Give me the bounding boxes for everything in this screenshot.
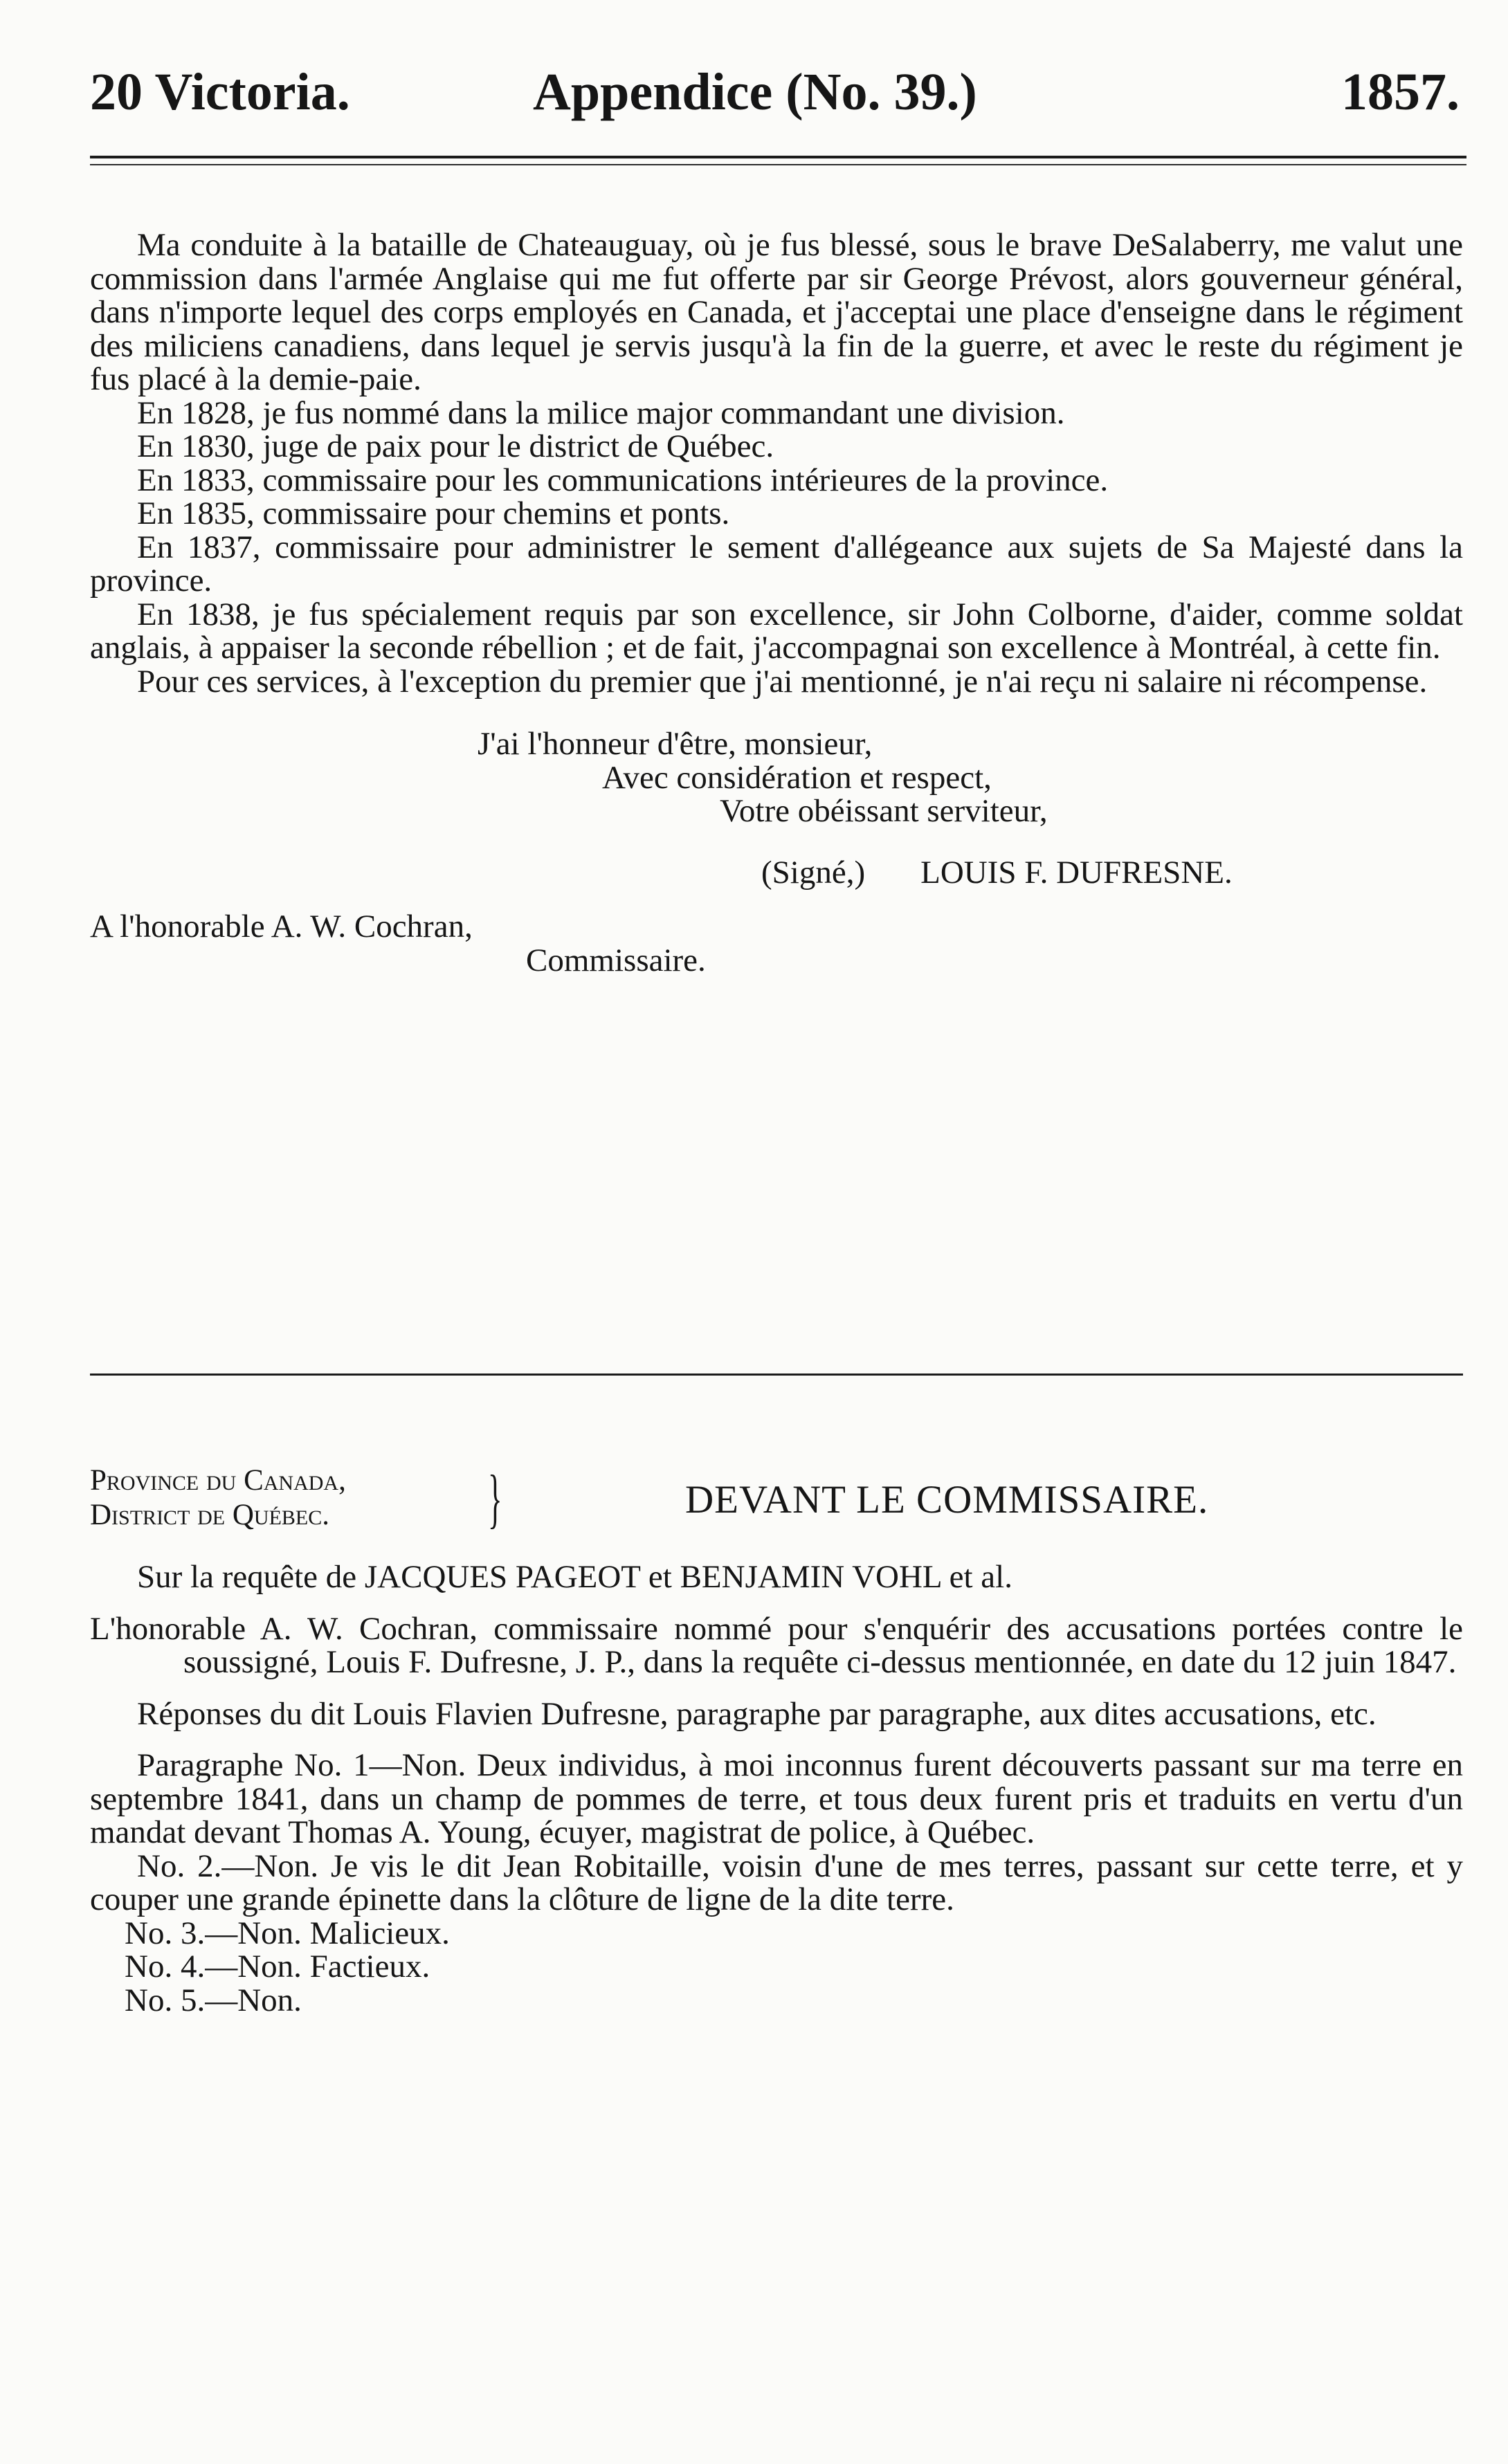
response-paragraph: Paragraphe No. 1—Non. Deux individus, à moi inconnus furent découverts passant sur ma terre en septembre 1841, dans un champ de pommes de terre, et tous deux furent pris et traduits en vertu d'un mandat devant Thomas A. Young, écuyer, magistrat de police, à Québec. [90, 1747, 1463, 1850]
closing-line: Votre obéissant serviteur, [720, 793, 1048, 829]
district-label: District de Québec. [90, 1499, 330, 1531]
header-regnal-year: 20 Victoria. [90, 63, 350, 121]
response-paragraph: No. 4.—Non. Factieux. [125, 1949, 430, 1984]
letter-paragraph: Ma conduite à la bataille de Chateauguay, où je fus blessé, sous le brave DeSalaberry, me valut une commission dans l'armée Anglaise qui me fut offerte par sir George Prévost, alors gouverneur général, dans n'importe lequel des corps employés en Canada, et j'acceptai une place d'enseigne dans le régiment des miliciens canadiens, dans lequel je servis jusqu'à la fin de la guerre, et avec le reste du régiment je fus placé à la demie-paie. [90, 227, 1463, 397]
addressee: A l'honorable A. W. Cochran, [90, 909, 473, 944]
header-year: 1857. [1341, 63, 1460, 121]
header-rule-thin [90, 164, 1466, 165]
closing-line: J'ai l'honneur d'être, monsieur, [478, 726, 873, 762]
letter-body [90, 228, 1463, 977]
signature: LOUIS F. DUFRESNE. [920, 854, 1233, 891]
header-rule [90, 156, 1466, 158]
closing-line: Avec considération et respect, [602, 759, 992, 796]
response-paragraph: No. 2.—Non. Je vis le dit Jean Robitaille, voisin d'une de mes terres, passant sur cette terre, et y couper une grande épinette dans la clôture de ligne de la dite terre. [90, 1847, 1463, 1917]
letter-paragraph: En 1838, je fus spécialement requis par son excellence, sir John Colborne, d'aider, comme soldat anglais, à appaiser la seconde rébellion ; et de fait, j'accompagnai son excellence à Montréal, à cette fin. [90, 596, 1463, 666]
response-paragraph: No. 3.—Non. Malicieux. [125, 1915, 450, 1951]
response-paragraph: No. 5.—Non. [125, 1982, 302, 2018]
letter-paragraph: En 1833, commissaire pour les communications intérieures de la province. [137, 462, 1109, 498]
court-title: DEVANT LE COMMISSAIRE. [685, 1478, 1209, 1522]
signature-line [761, 856, 1463, 890]
header-appendix: Appendice (No. 39.) [533, 63, 977, 121]
province-label: Province du Canada, [90, 1464, 346, 1497]
responses-intro: Réponses du dit Louis Flavien Dufresne, paragraphe par paragraphe, aux dites accusations, etc. [137, 1695, 1377, 1732]
page-header [90, 63, 1466, 142]
commissioner-address: L'honorable A. W. Cochran, commissaire nommé pour s'enquérir des accusations portées contre le soussigné, Louis F. Dufresne, J. P., dans la requête ci-dessus mentionnée, en date du 12 juin 1847. [90, 1610, 1463, 1680]
brace-glyph: } [488, 1461, 502, 1535]
addressee-title: Commissaire. [526, 942, 706, 978]
court-heading [90, 1463, 1474, 1540]
letter-paragraph: En 1837, commissaire pour administrer le sement d'allégeance aux sujets de Sa Majesté dans la province. [90, 529, 1463, 599]
letter-paragraph: Pour ces services, à l'exception du premier que j'ai mentionné, je n'ai reçu ni salaire ni récompense. [137, 663, 1428, 700]
jurisdiction [90, 1463, 346, 1533]
section-divider [90, 1374, 1463, 1376]
letter-paragraph: En 1828, je fus nommé dans la milice major commandant une division. [137, 394, 1065, 431]
request-line: Sur la requête de JACQUES PAGEOT et BENJAMIN VOHL et al. [137, 1559, 1012, 1595]
signed-note: (Signé,) [761, 854, 866, 891]
proceedings-body [90, 1560, 1463, 2017]
letter-paragraph: En 1835, commissaire pour chemins et ponts. [137, 495, 730, 531]
letter-paragraph: En 1830, juge de paix pour le district de Québec. [137, 428, 774, 464]
